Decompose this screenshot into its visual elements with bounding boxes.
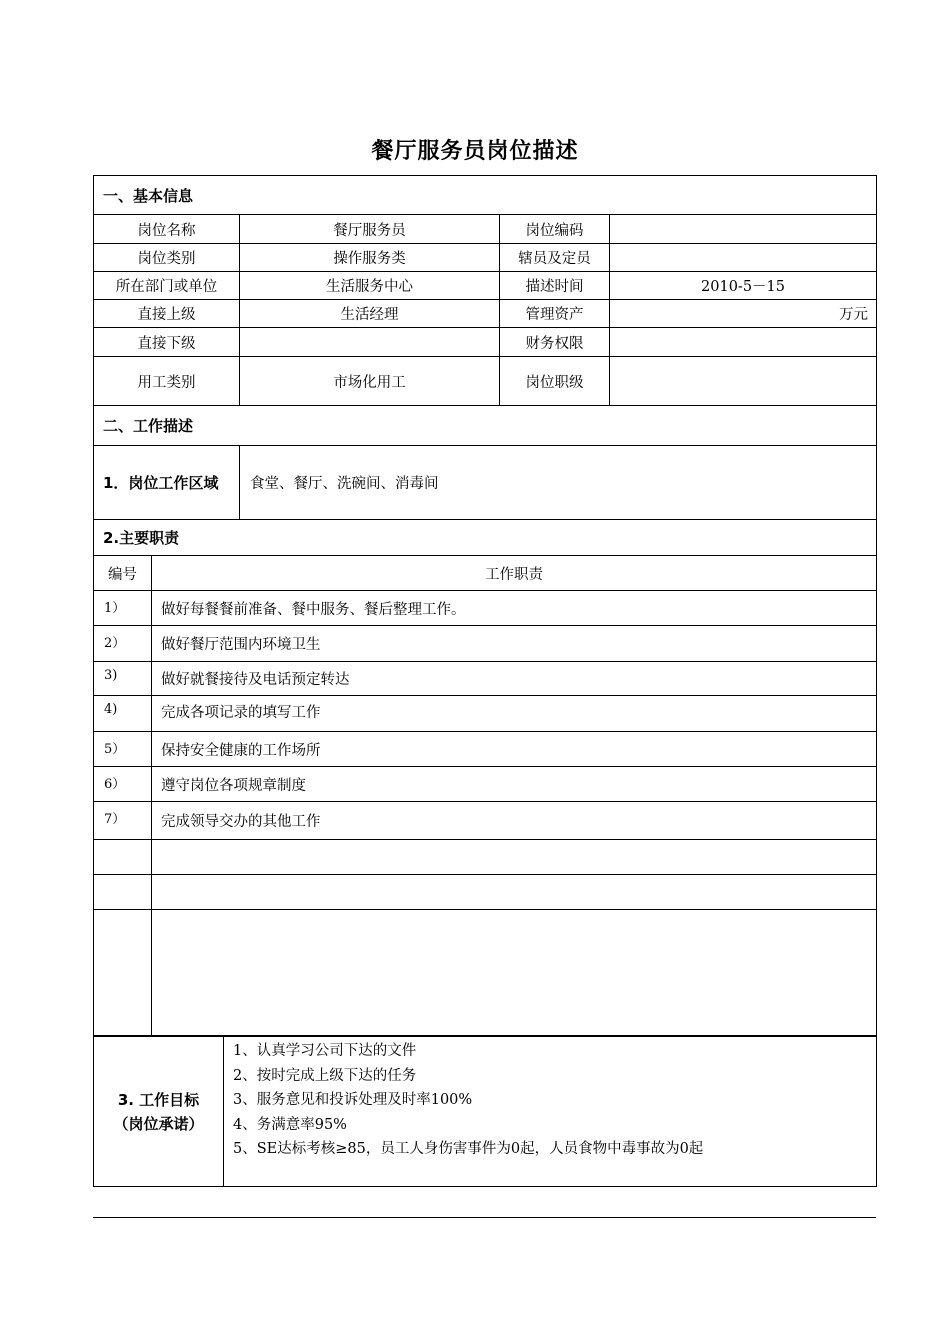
value-direct-superior: 生活经理 (240, 300, 500, 328)
goals-table (93, 1036, 877, 1187)
duty-text: 保持安全健康的工作场所 (152, 732, 877, 767)
value-financial-authority (610, 328, 877, 357)
empty-cell (152, 875, 877, 910)
label-position-code: 岗位编码 (500, 215, 610, 244)
goal-item: 4、务满意率95% (233, 1116, 347, 1133)
duty-number: 5） (94, 732, 152, 767)
duty-number: 1） (94, 591, 152, 626)
value-employment-type: 市场化用工 (240, 357, 500, 406)
value-description-date: 2010-5－15 (610, 272, 877, 300)
duty-text: 做好餐厅范围内环境卫生 (152, 626, 877, 662)
goal-item: 5、SE达标考核≥85，员工人身伤害事件为0起，人员食物中毒事故为0起 (233, 1141, 704, 1157)
duty-text: 完成各项记录的填写工作 (152, 696, 877, 732)
label-position-grade: 岗位职级 (500, 357, 610, 406)
section-work-description: 二、工作描述 (94, 406, 877, 446)
duty-row (94, 767, 877, 802)
value-position-name: 餐厅服务员 (240, 215, 500, 244)
empty-cell (152, 910, 877, 1036)
duty-number: 3) (94, 662, 152, 696)
duty-row (94, 591, 877, 626)
duties-table (93, 519, 877, 1036)
value-managed-assets: 万元 (610, 300, 877, 328)
label-staff-quota: 辖员及定员 (500, 244, 610, 272)
col-header-number: 编号 (94, 556, 152, 591)
label-direct-superior: 直接上级 (94, 300, 240, 328)
duty-number: 4) (94, 696, 152, 732)
duty-number: 7） (94, 802, 152, 840)
duty-row (94, 626, 877, 662)
value-position-category: 操作服务类 (240, 244, 500, 272)
section-basic-info: 一、基本信息 (94, 176, 877, 215)
empty-cell (94, 875, 152, 910)
empty-cell (94, 840, 152, 875)
goal-item: 3、服务意见和投诉处理及时率100% (233, 1092, 473, 1108)
value-staff-quota (610, 244, 877, 272)
label-department: 所在部门或单位 (94, 272, 240, 300)
label-description-date: 描述时间 (500, 272, 610, 300)
duty-row (94, 802, 877, 840)
value-work-area: 食堂、餐厅、洗碗间、消毒间 (240, 446, 877, 520)
label-position-category: 岗位类别 (94, 244, 240, 272)
duties-title: 2.主要职责 (94, 520, 877, 556)
duty-text: 做好每餐餐前准备、餐中服务、餐后整理工作。 (152, 591, 877, 626)
label-direct-subordinate: 直接下级 (94, 328, 240, 357)
duty-row (94, 662, 877, 696)
empty-duty-row (94, 875, 877, 910)
value-position-grade (610, 357, 877, 406)
goals-label-line1: 3. 工作目标 (117, 1090, 200, 1109)
empty-cell (152, 840, 877, 875)
value-department: 生活服务中心 (240, 272, 500, 300)
label-work-area: 1．岗位工作区域 (94, 446, 240, 520)
empty-duty-row (94, 840, 877, 875)
goals-label-line2: （岗位承诺） (113, 1114, 204, 1133)
duty-row (94, 732, 877, 767)
empty-cell (94, 910, 152, 1036)
value-position-code (610, 215, 877, 244)
empty-duty-row (94, 910, 877, 1036)
page-title: 餐厅服务员岗位描述 (371, 139, 579, 164)
goal-item: 1、认真学习公司下达的文件 (233, 1043, 417, 1059)
duty-number: 6） (94, 767, 152, 802)
label-employment-type: 用工类别 (94, 357, 240, 406)
label-managed-assets: 管理资产 (500, 300, 610, 328)
goal-item: 2、按时完成上级下达的任务 (233, 1067, 417, 1084)
value-direct-subordinate (240, 328, 500, 357)
duty-number: 2） (94, 626, 152, 662)
duty-text: 做好就餐接待及电话预定转达 (152, 662, 877, 696)
col-header-duty: 工作职责 (152, 556, 877, 591)
label-position-name: 岗位名称 (94, 215, 240, 244)
basic-info-table (93, 175, 877, 520)
goals-label (94, 1037, 224, 1187)
label-financial-authority: 财务权限 (500, 328, 610, 357)
duty-text: 遵守岗位各项规章制度 (152, 767, 877, 802)
goals-list (224, 1037, 877, 1187)
footer-divider (93, 1217, 876, 1218)
duty-text: 完成领导交办的其他工作 (152, 802, 877, 840)
duty-row (94, 696, 877, 732)
